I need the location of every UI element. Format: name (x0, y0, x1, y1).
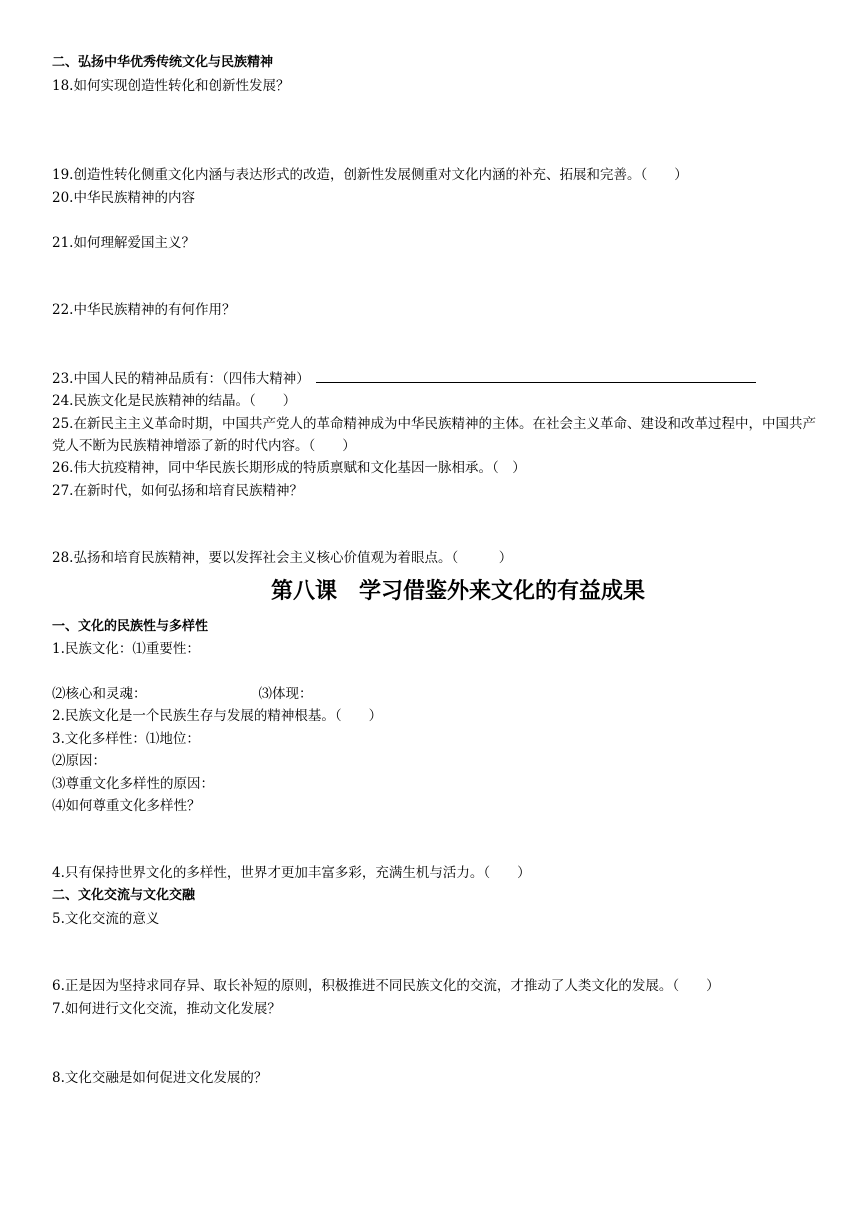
question-8: 8.文化交融是如何促进文化发展的？ (52, 1070, 268, 1086)
question-18: 18.如何实现创造性转化和创新性发展？ (52, 78, 290, 94)
section-title-exchange: 二、文化交流与文化交融 (52, 888, 196, 903)
question-3-reason: ⑵原因： (52, 753, 106, 769)
question-23-text: 23.中国人民的精神品质有：（四伟大精神） (52, 371, 310, 387)
question-20: 20.中华民族精神的内容 (52, 190, 195, 206)
question-26: 26.伟大抗疫精神，同中华民族长期形成的特质禀赋和文化基因一脉相承。（ ） (52, 460, 526, 476)
question-21: 21.如何理解爱国主义？ (52, 235, 195, 251)
question-6: 6.正是因为坚持求同存异、取长补短的原则，积极推进不同民族文化的交流，才推动了人类文化的发展。（ ） (52, 978, 720, 994)
question-5: 5.文化交流的意义 (52, 911, 160, 927)
question-28: 28.弘扬和培育民族精神，要以发挥社会主义核心价值观为着眼点。（ ） (52, 550, 513, 566)
question-22: 22.中华民族精神的有何作用？ (52, 302, 236, 318)
question-27: 27.在新时代，如何弘扬和培育民族精神？ (52, 483, 303, 499)
question-1-core (52, 683, 820, 705)
question-7: 7.如何进行文化交流，推动文化发展？ (52, 1001, 281, 1017)
question-1: 1.民族文化：⑴重要性： (52, 641, 200, 657)
question-25: 25.在新民主主义革命时期，中国共产党人的革命精神成为中华民族精神的主体。在社会主义革命、建设和改革过程中，中国共产党人不断为民族精神增添了新的时代内容。（ ） (52, 416, 816, 454)
question-19: 19.创造性转化侧重文化内涵与表达形式的改造，创新性发展侧重对文化内涵的补充、拓展和完善。（ ） (52, 167, 688, 183)
question-3-respect-reason: ⑶尊重文化多样性的原因： (52, 776, 214, 792)
section-title-diversity: 一、文化的民族性与多样性 (52, 619, 209, 634)
question-4: 4.只有保持世界文化的多样性，世界才更加丰富多彩，充满生机与活力。（ ） (52, 865, 531, 881)
question-1-core-text: ⑵核心和灵魂： (52, 686, 147, 702)
answer-blank-line (316, 368, 756, 383)
section-title-heritage: 二、弘扬中华优秀传统文化与民族精神 (52, 55, 274, 70)
question-2: 2.民族文化是一个民族生存与发展的精神根基。（ ） (52, 708, 383, 724)
question-1-embodiment: ⑶体现： (258, 686, 313, 702)
question-3-how: ⑷如何尊重文化多样性？ (52, 798, 201, 814)
lesson-title: 第八课 学习借鉴外来文化的有益成果 (270, 579, 645, 604)
question-24: 24.民族文化是民族精神的结晶。（ ） (52, 393, 297, 409)
question-23 (52, 368, 820, 390)
question-3: 3.文化多样性：⑴地位： (52, 731, 200, 747)
